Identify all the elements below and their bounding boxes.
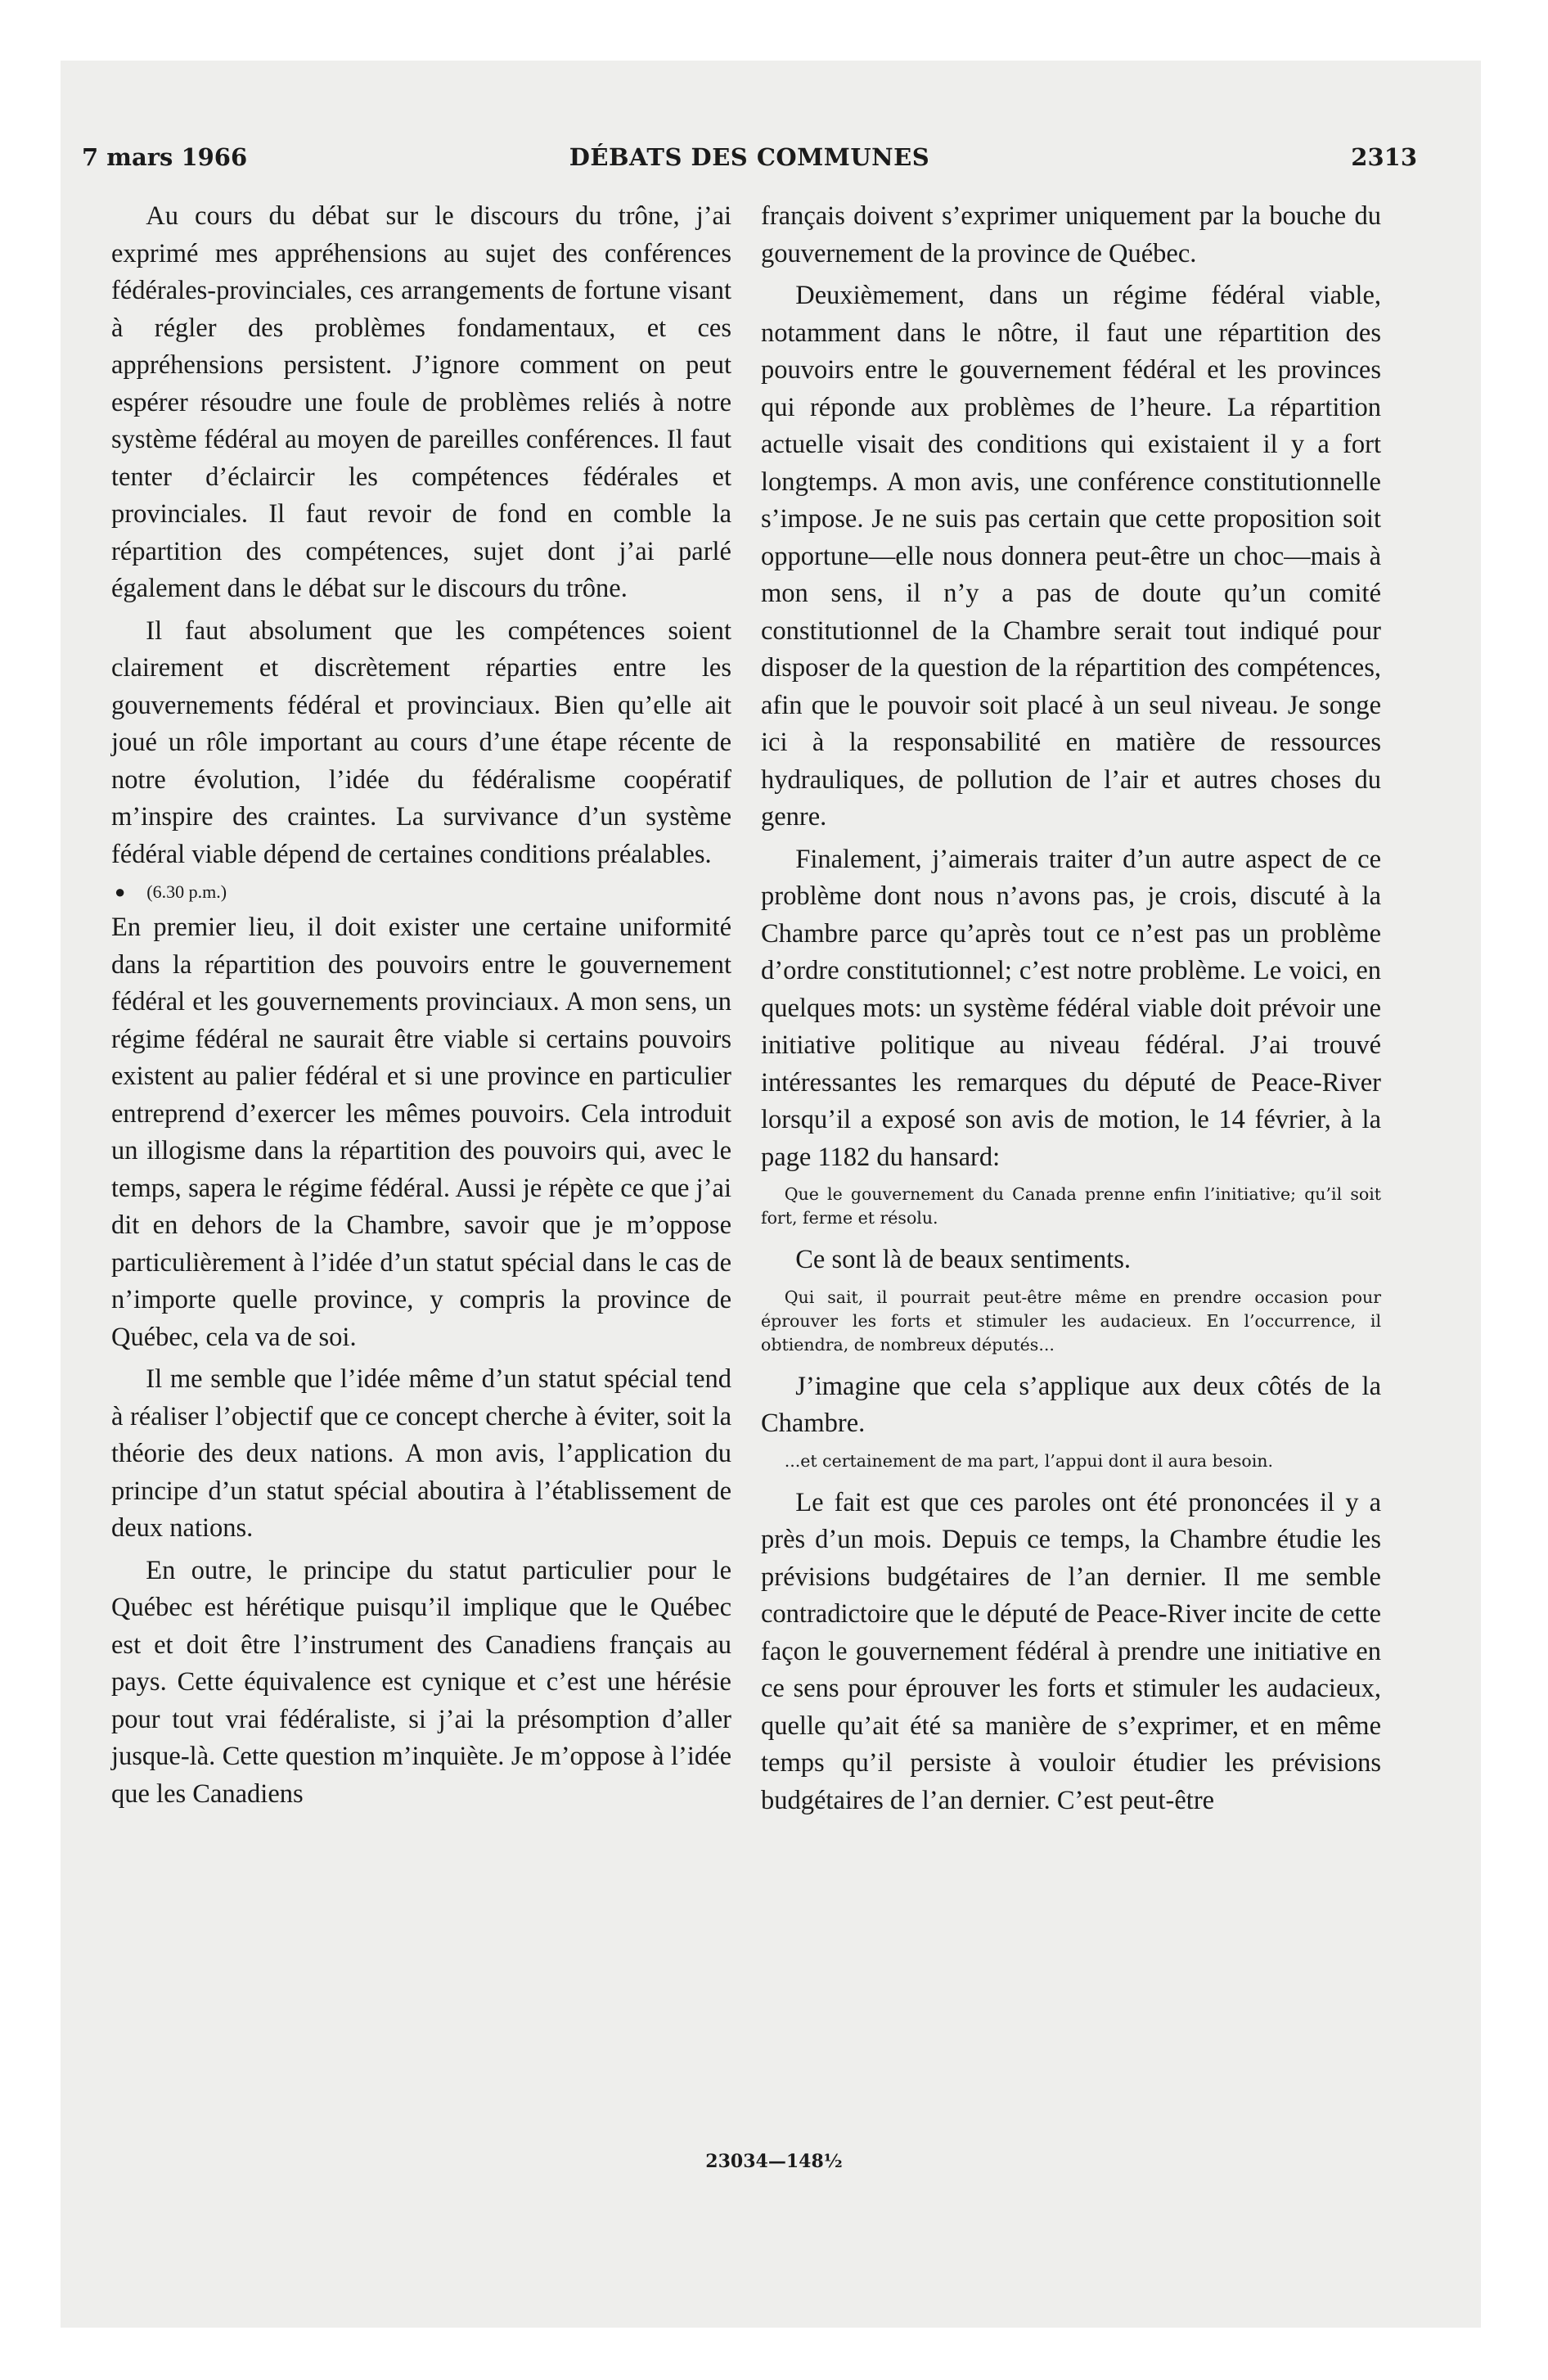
left-column [111, 198, 731, 1818]
paragraph: français doivent s’exprimer uniquement par la bouche du gouvernement de la province de Québec. [761, 201, 1381, 268]
bullet-icon: ● [115, 881, 126, 902]
paragraph: Il me semble que l’idée même d’un statut spécial tend à réaliser l’objectif que ce concept cherche à éviter, soit la théorie des deux nations. A mon avis, l’application du principe d’un statut spécial aboutira à l’établissement de deux nations. [111, 1364, 731, 1543]
paragraph: Deuxièmement, dans un régime fédéral viable, notamment dans le nôtre, il faut une répartition des pouvoirs entre le gouvernement fédéral et les provinces qui réponde aux problèmes de l’heure. La répartition actuelle visait des conditions qui existaient il y a fort longtemps. A mon avis, une conférence constitutionnelle s’impose. Je ne suis pas certain que cette proposition soit opportune—elle nous donnera peut-être un choc—mais à mon sens, il n’y a pas de doute qu’un comité constitutionnel de la Chambre serait tout indiqué pour disposer de la question de la répartition des compétences, afin que le pouvoir soit placé à un seul niveau. Je songe ici à la responsabilité en matière de ressources hydrauliques, de pollution de l’air et autres choses du genre. [761, 281, 1381, 832]
paragraph: Il faut absolument que les compétences soient clairement et discrètement réparties entre les gouvernements fédéral et provinciaux. Bien qu’elle ait joué un rôle important au cours d’une étape récente de notre évolution, l’idée du fédéralisme coopératif m’inspire des craintes. La survivance d’un système fédéral viable dépend de certaines conditions préalables. [111, 615, 731, 869]
paragraph: J’imagine que cela s’applique aux deux côtés de la Chambre. [761, 1371, 1381, 1438]
header-date: 7 mars 1966 [82, 143, 248, 171]
block-quote: Que le gouvernement du Canada prenne enfin l’initiative; qu’il soit fort, ferme et résolu. [761, 1184, 1381, 1228]
paragraph: En outre, le principe du statut particulier pour le Québec est hérétique puisqu’il implique que le Québec est et doit être l’instrument des Canadiens français au pays. Cette équivalence est cynique et c’est une hérésie pour tout vrai fédéraliste, si j’ai la présomption d’aller jusque-là. Cette question m’inquiète. Je m’oppose à l’idée que les Canadiens [111, 1555, 731, 1809]
right-column [761, 198, 1381, 1824]
time-marker [111, 878, 731, 906]
block-quote: ...et certainement de ma part, l’appui dont il aura besoin. [784, 1450, 1274, 1471]
time-marker-text: (6.30 p.m.) [146, 881, 227, 902]
block-quote: Qui sait, il pourrait peut-être même en prendre occasion pour éprouver les forts et stimuler les audacieux. En l’occurrence, il obtiendra, de nombreux députés... [761, 1287, 1381, 1355]
header-page-number: 2313 [1351, 143, 1417, 171]
header-title: DÉBATS DES COMMUNES [569, 143, 930, 171]
paragraph: Au cours du débat sur le discours du trône, j’ai exprimé mes appréhensions au sujet des conférences fédérales-provinciales, ces arrangements de fortune visant à régler des problèmes fondamentaux, et ces appréhensions persistent. J’ignore comment on peut espérer résoudre une foule de problèmes reliés à notre système fédéral au moyen de pareilles conférences. Il faut tenter d’éclaircir les compétences fédérales et provinciales. Il faut revoir de fond en comble la répartition des compétences, sujet dont j’ai parlé également dans le débat sur le discours du trône. [111, 201, 731, 603]
page-header [82, 141, 1417, 174]
paragraph: Le fait est que ces paroles ont été prononcées il y a près d’un mois. Depuis ce temps, la Chambre étudie les prévisions budgétaires de l’an dernier. Il me semble contradictoire que le député de Peace-River incite de cette façon le gouvernement fédéral à prendre une initiative en ce sens pour éprouver les forts et stimuler les audacieux, quelle qu’ait été sa manière de s’exprimer, et en même temps qu’il persiste à vouloir étudier les prévisions budgétaires de l’an dernier. C’est peut-être [761, 1487, 1381, 1815]
paragraph: Finalement, j’aimerais traiter d’un autre aspect de ce problème dont nous n’avons pas, je crois, discuté à la Chambre parce qu’après tout ce n’est pas un problème d’ordre constitutionnel; c’est notre problème. Le voici, en quelques mots: un système fédéral viable doit prévoir une initiative politique au niveau fédéral. J’ai trouvé intéressantes les remarques du député de Peace-River lorsqu’il a exposé son avis de motion, le 14 février, à la page 1182 du hansard: [761, 844, 1381, 1172]
page-signature: 23034—148½ [705, 2151, 843, 2172]
paragraph: En premier lieu, il doit exister une certaine uniformité dans la répartition des pouvoirs entre le gouvernement fédéral et les gouvernements provinciaux. A mon sens, un régime fédéral ne saurait être viable si certains pouvoirs existent au palier fédéral et si une province en particulier entreprend d’exercer les mêmes pouvoirs. Cela introduit un illogisme dans la répartition des pouvoirs qui, avec le temps, sapera le régime fédéral. Aussi je répète ce que j’ai dit en dehors de la Chambre, savoir que je m’oppose particulièrement à l’idée d’un statut spécial dans le cas de n’importe quelle province, y compris la province de Québec, cela va de soi. [111, 913, 731, 1352]
paragraph: Ce sont là de beaux sentiments. [795, 1245, 1132, 1274]
